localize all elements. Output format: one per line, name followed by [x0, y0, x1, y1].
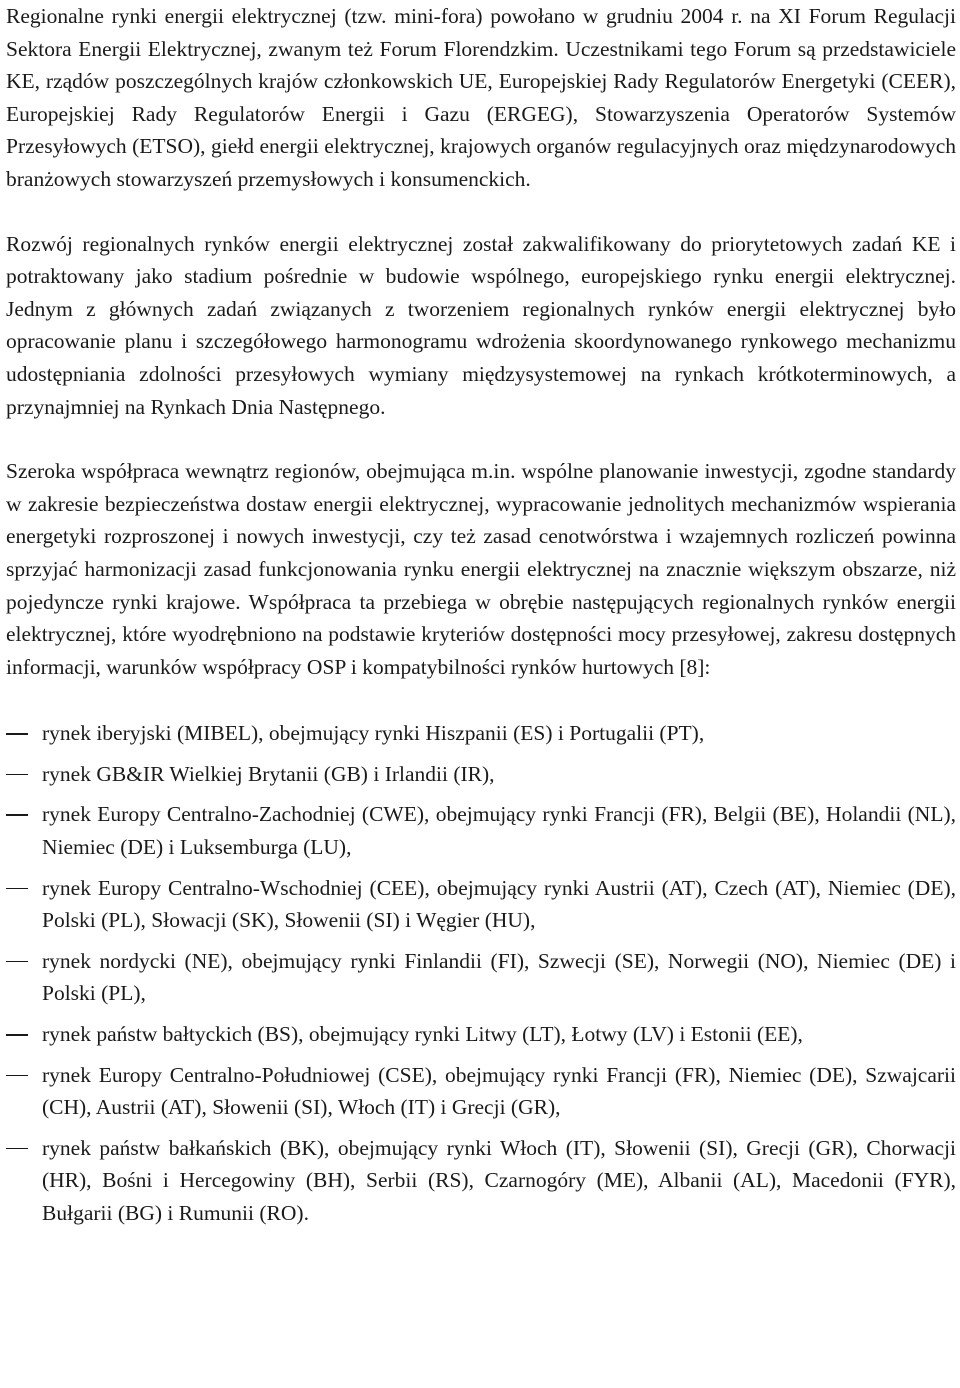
regional-markets-list: [6, 717, 956, 1229]
paragraph-mini-fora: Regionalne rynki energii elektrycznej (tzw. mini-fora) powołano w grudniu 2004 r. na XI Forum Regulacji Sektora Energii Elektrycznej, zwanym też Forum Florendzkim. Uczestnikami tego Forum są przedstawiciele KE, rządów poszczególnych krajów członkowskich UE, Europejskiej Rady Regulatorów Energetyki (CEER), Europejskiej Rady Regulatorów Energii i Gazu (ERGEG), Stowarzyszenia Operatorów Systemów Przesyłowych (ETSO), giełd energii elektrycznej, krajowych organów regulacyjnych oraz międzynarodowych branżowych stowarzyszeń przemysłowych i konsumenckich.: [6, 4, 956, 191]
list-item-text: rynek Europy Centralno-Wschodniej (CEE), obejmujący rynki Austrii (AT), Czech (AT), Niemiec (DE), Polski (PL), Słowacji (SK), Słowenii (SI) i Węgier (HU),: [42, 875, 956, 933]
paragraph-regional-cooperation: Szeroka współpraca wewnątrz regionów, obejmująca m.in. wspólne planowanie inwestycji, zgodne standardy w zakresie bezpieczeństwa dostaw energii elektrycznej, wypracowanie jednolitych mechanizmów wspierania energetyki rozproszonej i nowych inwestycji, czy też zasad cenotwórstwa i wzajemnych rozliczeń powinna sprzyjać harmonizacji zasad funkcjonowania rynku energii elektrycznej na znacznie większym obszarze, niż pojedyncze rynki krajowe. Współpraca ta przebiega w obrębie następujących regionalnych rynków energii elektrycznej, które wyodrębniono na podstawie kryteriów dostępności mocy przesyłowej, zakresu dostępnych informacji, warunków współpracy OSP i kompatybilności rynków hurtowych [8]:: [6, 459, 956, 679]
dash-bullet-icon: [6, 888, 28, 890]
dash-bullet-icon: [6, 961, 28, 963]
dash-bullet-icon: [6, 1148, 28, 1150]
dash-bullet-icon: [6, 733, 28, 735]
list-item: [6, 1132, 956, 1230]
list-item-text: rynek nordycki (NE), obejmujący rynki Finlandii (FI), Szwecji (SE), Norwegii (NO), Niemiec (DE) i Polski (PL),: [42, 948, 956, 1006]
list-item: [6, 758, 956, 791]
list-item: [6, 717, 956, 750]
document-page: [6, 0, 956, 1238]
dash-bullet-icon: [6, 1034, 28, 1036]
list-item: [6, 798, 956, 863]
paragraph-regional-markets-development: Rozwój regionalnych rynków energii elektrycznej został zakwalifikowany do priorytetowych zadań KE i potraktowany jako stadium pośrednie w budowie wspólnego, europejskiego rynku energii elektrycznej. Jednym z głównych zadań związanych z tworzeniem regionalnych rynków energii elektrycznej było opracowanie planu i szczegółowego harmonogramu wdrożenia skoordynowanego rynkowego mechanizmu udostępniania zdolności przesyłowych wymiany międzysystemowej na rynkach krótkoterminowych, a przynajmniej na Rynkach Dnia Następnego.: [6, 231, 956, 419]
list-item-text: rynek Europy Centralno-Zachodniej (CWE), obejmujący rynki Francji (FR), Belgii (BE), Holandii (NL), Niemiec (DE) i Luksemburga (LU),: [42, 802, 956, 860]
list-item-text: rynek GB&IR Wielkiej Brytanii (GB) i Irlandii (IR),: [42, 761, 495, 786]
dash-bullet-icon: [6, 1075, 28, 1077]
list-item: [6, 945, 956, 1010]
list-item-text: rynek państw bałkańskich (BK), obejmujący rynki Włoch (IT), Słowenii (SI), Grecji (GR), Chorwacji (HR), Bośni i Hercegowiny (BH), Serbii (RS), Czarnogóry (ME), Albanii (AL), Macedonii (FYR), Bułgarii (BG) i Rumunii (RO).: [42, 1135, 956, 1225]
list-item-text: rynek iberyjski (MIBEL), obejmujący rynki Hiszpanii (ES) i Portugalii (PT),: [42, 721, 705, 746]
list-item-text: rynek państw bałtyckich (BS), obejmujący rynki Litwy (LT), Łotwy (LV) i Estonii (EE),: [42, 1022, 803, 1047]
list-item: [6, 1018, 956, 1051]
dash-bullet-icon: [6, 774, 28, 776]
list-item-text: rynek Europy Centralno-Południowej (CSE), obejmujący rynki Francji (FR), Niemiec (DE), Szwajcarii (CH), Austrii (AT), Słowenii (SI), Włoch (IT) i Grecji (GR),: [42, 1062, 956, 1120]
list-item: [6, 1059, 956, 1124]
dash-bullet-icon: [6, 814, 28, 816]
list-item: [6, 872, 956, 937]
